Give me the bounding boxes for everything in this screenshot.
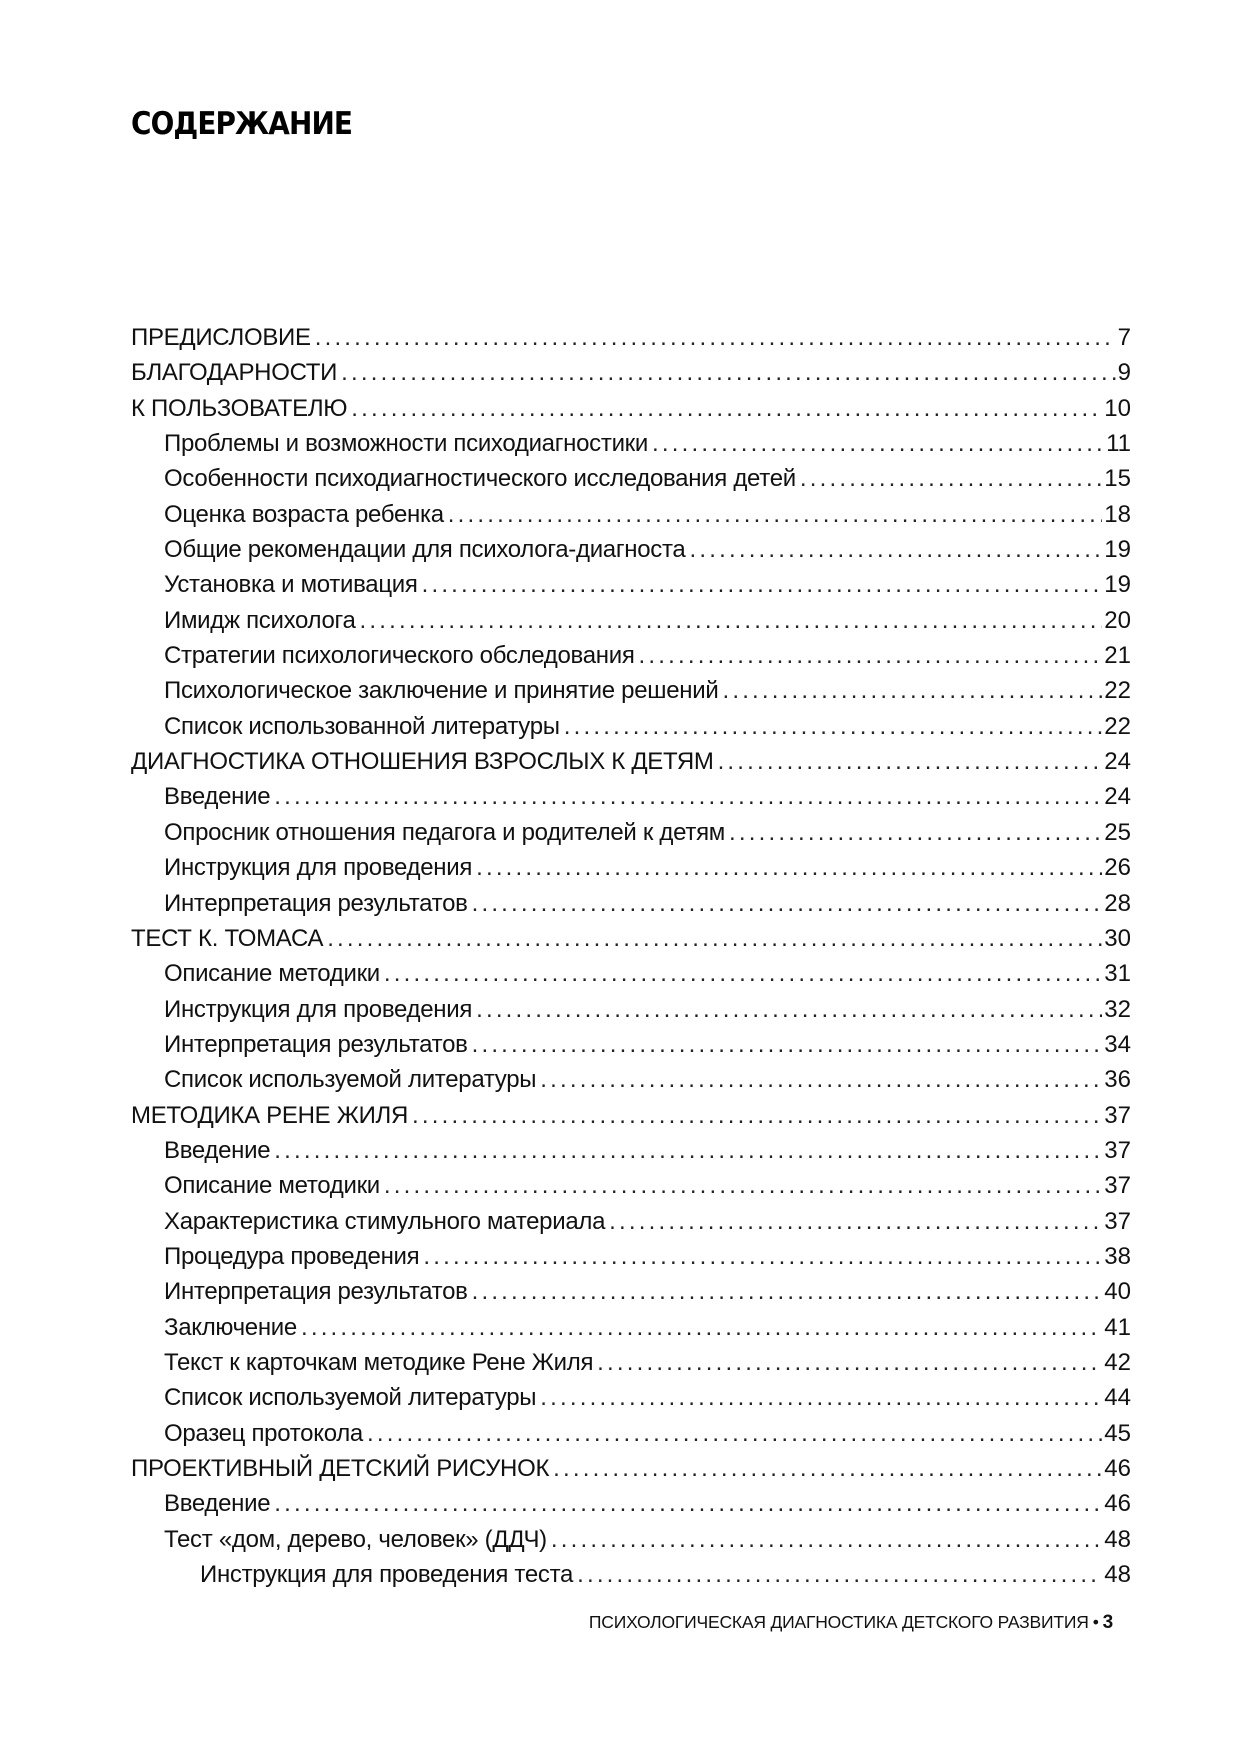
toc-entry[interactable]	[131, 921, 1131, 956]
toc-entry[interactable]	[131, 673, 1131, 708]
toc-entry-page-number: 15	[1104, 465, 1131, 493]
toc-entry-page-number: 37	[1104, 1101, 1131, 1129]
dot-leader	[800, 461, 1102, 496]
footer-page-number: 3	[1102, 1612, 1113, 1633]
toc-entry-page-number: 42	[1104, 1348, 1131, 1376]
toc-entry-page-number: 44	[1104, 1384, 1131, 1412]
toc-entry-page-number: 34	[1104, 1030, 1131, 1058]
toc-entry[interactable]	[131, 355, 1131, 390]
toc-entry[interactable]	[131, 1557, 1131, 1592]
toc-entry-page-number: 18	[1104, 500, 1131, 528]
toc-entry-title: Психологическое заключение и принятие решений	[164, 677, 719, 705]
toc-entry[interactable]	[131, 992, 1131, 1027]
toc-entry-page-number: 11	[1106, 430, 1131, 458]
dot-leader	[729, 815, 1102, 850]
toc-entry[interactable]	[131, 426, 1131, 461]
toc-entry-page-number: 48	[1104, 1525, 1131, 1553]
toc-entry[interactable]	[131, 1310, 1131, 1345]
dot-leader	[274, 1486, 1102, 1521]
dot-leader	[476, 850, 1102, 885]
toc-entry-title: Общие рекомендации для психолога-диагноста	[164, 536, 686, 564]
dot-leader	[384, 1168, 1102, 1203]
dot-leader	[553, 1451, 1102, 1486]
toc-entry-title: Список использованной литературы	[164, 712, 560, 740]
dot-leader	[472, 1274, 1103, 1309]
toc-entry-title: Процедура проведения	[164, 1242, 420, 1270]
dot-leader	[315, 320, 1116, 355]
toc-entry-page-number: 31	[1104, 960, 1131, 988]
toc-entry[interactable]	[131, 1062, 1131, 1097]
toc-entry-title: Введение	[164, 783, 271, 811]
dot-leader	[367, 1416, 1102, 1451]
toc-entry[interactable]	[131, 320, 1131, 355]
toc-entry-page-number: 45	[1104, 1419, 1131, 1447]
toc-entry-title: Текст к карточкам методике Рене Жиля	[164, 1348, 594, 1376]
toc-entry-title: Инструкция для проведения	[164, 995, 473, 1023]
toc-entry[interactable]	[131, 1027, 1131, 1062]
toc-entry-page-number: 20	[1104, 606, 1131, 634]
toc-entry-title: Стратегии психологического обследования	[164, 642, 635, 670]
toc-entry-title: Инструкция для проведения теста	[200, 1561, 574, 1589]
dot-leader	[351, 391, 1102, 426]
dot-leader	[341, 355, 1116, 390]
dot-leader	[597, 1345, 1102, 1380]
dot-leader	[360, 603, 1103, 638]
toc-entry-page-number: 9	[1117, 359, 1131, 387]
toc-entry-title: ТЕСТ К. ТОМАСА	[131, 924, 324, 952]
toc-entry[interactable]	[131, 779, 1131, 814]
toc-entry-title: Инструкция для проведения	[164, 854, 473, 882]
toc-entry[interactable]	[131, 709, 1131, 744]
running-footer	[589, 1612, 1113, 1634]
toc-entry[interactable]	[131, 850, 1131, 885]
toc-entry-title: К ПОЛЬЗОВАТЕЛЮ	[131, 394, 348, 422]
toc-entry[interactable]	[131, 1098, 1131, 1133]
toc-entry-page-number: 26	[1104, 854, 1131, 882]
toc-entry-page-number: 19	[1104, 536, 1131, 564]
toc-entry-title: Описание методики	[164, 960, 380, 988]
toc-entry-title: Оценка возраста ребенка	[164, 500, 444, 528]
footer-separator: •	[1092, 1612, 1099, 1632]
dot-leader	[274, 1133, 1102, 1168]
toc-entry[interactable]	[131, 638, 1131, 673]
toc-entry-page-number: 19	[1104, 571, 1131, 599]
toc-entry[interactable]	[131, 1451, 1131, 1486]
toc-entry-page-number: 32	[1104, 995, 1131, 1023]
dot-leader	[551, 1522, 1102, 1557]
toc-entry-title: Интерпретация результатов	[164, 1030, 468, 1058]
toc-entry-page-number: 28	[1104, 889, 1131, 917]
dot-leader	[577, 1557, 1102, 1592]
dot-leader	[689, 532, 1102, 567]
dot-leader	[722, 673, 1102, 708]
dot-leader	[476, 992, 1102, 1027]
dot-leader	[274, 779, 1102, 814]
table-of-contents	[131, 320, 1131, 1592]
toc-entry-page-number: 36	[1104, 1066, 1131, 1094]
dot-leader	[472, 1027, 1103, 1062]
toc-entry[interactable]	[131, 497, 1131, 532]
toc-entry-page-number: 37	[1104, 1172, 1131, 1200]
toc-entry-title: Проблемы и возможности психодиагностики	[164, 430, 648, 458]
dot-leader	[540, 1062, 1102, 1097]
toc-entry[interactable]	[131, 1204, 1131, 1239]
dot-leader	[412, 1098, 1102, 1133]
dot-leader	[652, 426, 1104, 461]
toc-entry-page-number: 24	[1104, 748, 1131, 776]
toc-entry-page-number: 22	[1104, 712, 1131, 740]
toc-entry-title: Список используемой литературы	[164, 1384, 537, 1412]
dot-leader	[718, 744, 1103, 779]
toc-entry[interactable]	[131, 567, 1131, 602]
toc-entry-page-number: 21	[1104, 642, 1131, 670]
dot-leader	[448, 497, 1103, 532]
dot-leader	[301, 1310, 1102, 1345]
toc-entry[interactable]	[131, 603, 1131, 638]
toc-entry-title: Характеристика стимульного материала	[164, 1207, 606, 1235]
toc-entry[interactable]	[131, 744, 1131, 779]
toc-entry[interactable]	[131, 1416, 1131, 1451]
toc-entry[interactable]	[131, 886, 1131, 921]
toc-entry[interactable]	[131, 1486, 1131, 1521]
toc-entry-page-number: 10	[1104, 394, 1131, 422]
toc-entry[interactable]	[131, 1345, 1131, 1380]
toc-entry-title: Установка и мотивация	[164, 571, 418, 599]
toc-entry[interactable]	[131, 1380, 1131, 1415]
toc-entry-page-number: 30	[1104, 924, 1131, 952]
toc-entry-page-number: 7	[1117, 324, 1131, 351]
toc-entry-title: ДИАГНОСТИКА ОТНОШЕНИЯ ВЗРОСЛЫХ К ДЕТЯМ	[131, 748, 714, 776]
page-title: СОДЕРЖАНИЕ	[131, 106, 353, 142]
toc-entry-page-number: 22	[1104, 677, 1131, 705]
dot-leader	[423, 1239, 1102, 1274]
toc-entry[interactable]	[131, 391, 1131, 426]
toc-entry-page-number: 37	[1104, 1207, 1131, 1235]
toc-entry[interactable]	[131, 1274, 1131, 1309]
toc-entry-title: Интерпретация результатов	[164, 1278, 468, 1306]
toc-entry-page-number: 46	[1104, 1490, 1131, 1518]
toc-entry[interactable]	[131, 1133, 1131, 1168]
toc-entry-title: ПРЕДИСЛОВИЕ	[131, 324, 311, 351]
toc-entry-title: МЕТОДИКА РЕНЕ ЖИЛЯ	[131, 1101, 408, 1129]
toc-entry-title: Оразец протокола	[164, 1419, 363, 1447]
toc-entry[interactable]	[131, 1239, 1131, 1274]
toc-entry-page-number: 37	[1104, 1136, 1131, 1164]
dot-leader	[609, 1204, 1102, 1239]
toc-entry-title: Введение	[164, 1490, 271, 1518]
toc-entry-title: ПРОЕКТИВНЫЙ ДЕТСКИЙ РИСУНОК	[131, 1455, 550, 1482]
toc-entry-title: БЛАГОДАРНОСТИ	[131, 359, 338, 387]
toc-entry-title: Особенности психодиагностического исследования детей	[164, 465, 796, 493]
toc-entry[interactable]	[131, 815, 1131, 850]
toc-entry-page-number: 48	[1104, 1561, 1131, 1589]
toc-entry[interactable]	[131, 1168, 1131, 1203]
toc-entry-page-number: 41	[1104, 1313, 1131, 1341]
dot-leader	[422, 567, 1103, 602]
toc-entry-page-number: 24	[1104, 783, 1131, 811]
toc-entry-title: Описание методики	[164, 1172, 380, 1200]
toc-entry[interactable]	[131, 956, 1131, 991]
toc-entry-title: Имидж психолога	[164, 606, 356, 634]
toc-entry-title: Список используемой литературы	[164, 1066, 537, 1094]
toc-entry[interactable]	[131, 1522, 1131, 1557]
dot-leader	[564, 709, 1103, 744]
dot-leader	[384, 956, 1102, 991]
toc-entry[interactable]	[131, 461, 1131, 496]
toc-entry-page-number: 38	[1104, 1242, 1131, 1270]
toc-entry-title: Заключение	[164, 1313, 297, 1341]
toc-entry-title: Введение	[164, 1136, 271, 1164]
dot-leader	[540, 1380, 1102, 1415]
toc-entry-page-number: 25	[1104, 818, 1131, 846]
dot-leader	[327, 921, 1102, 956]
toc-entry-page-number: 46	[1104, 1455, 1131, 1482]
toc-entry[interactable]	[131, 532, 1131, 567]
footer-book-title: ПСИХОЛОГИЧЕСКАЯ ДИАГНОСТИКА ДЕТСКОГО РАЗВИТИЯ	[588, 1612, 1089, 1632]
toc-entry-title: Опросник отношения педагога и родителей к детям	[164, 818, 725, 846]
toc-entry-title: Тест «дом, дерево, человек» (ДДЧ)	[164, 1525, 547, 1553]
dot-leader	[639, 638, 1103, 673]
dot-leader	[472, 886, 1103, 921]
toc-entry-title: Интерпретация результатов	[164, 889, 468, 917]
toc-entry-page-number: 40	[1104, 1278, 1131, 1306]
